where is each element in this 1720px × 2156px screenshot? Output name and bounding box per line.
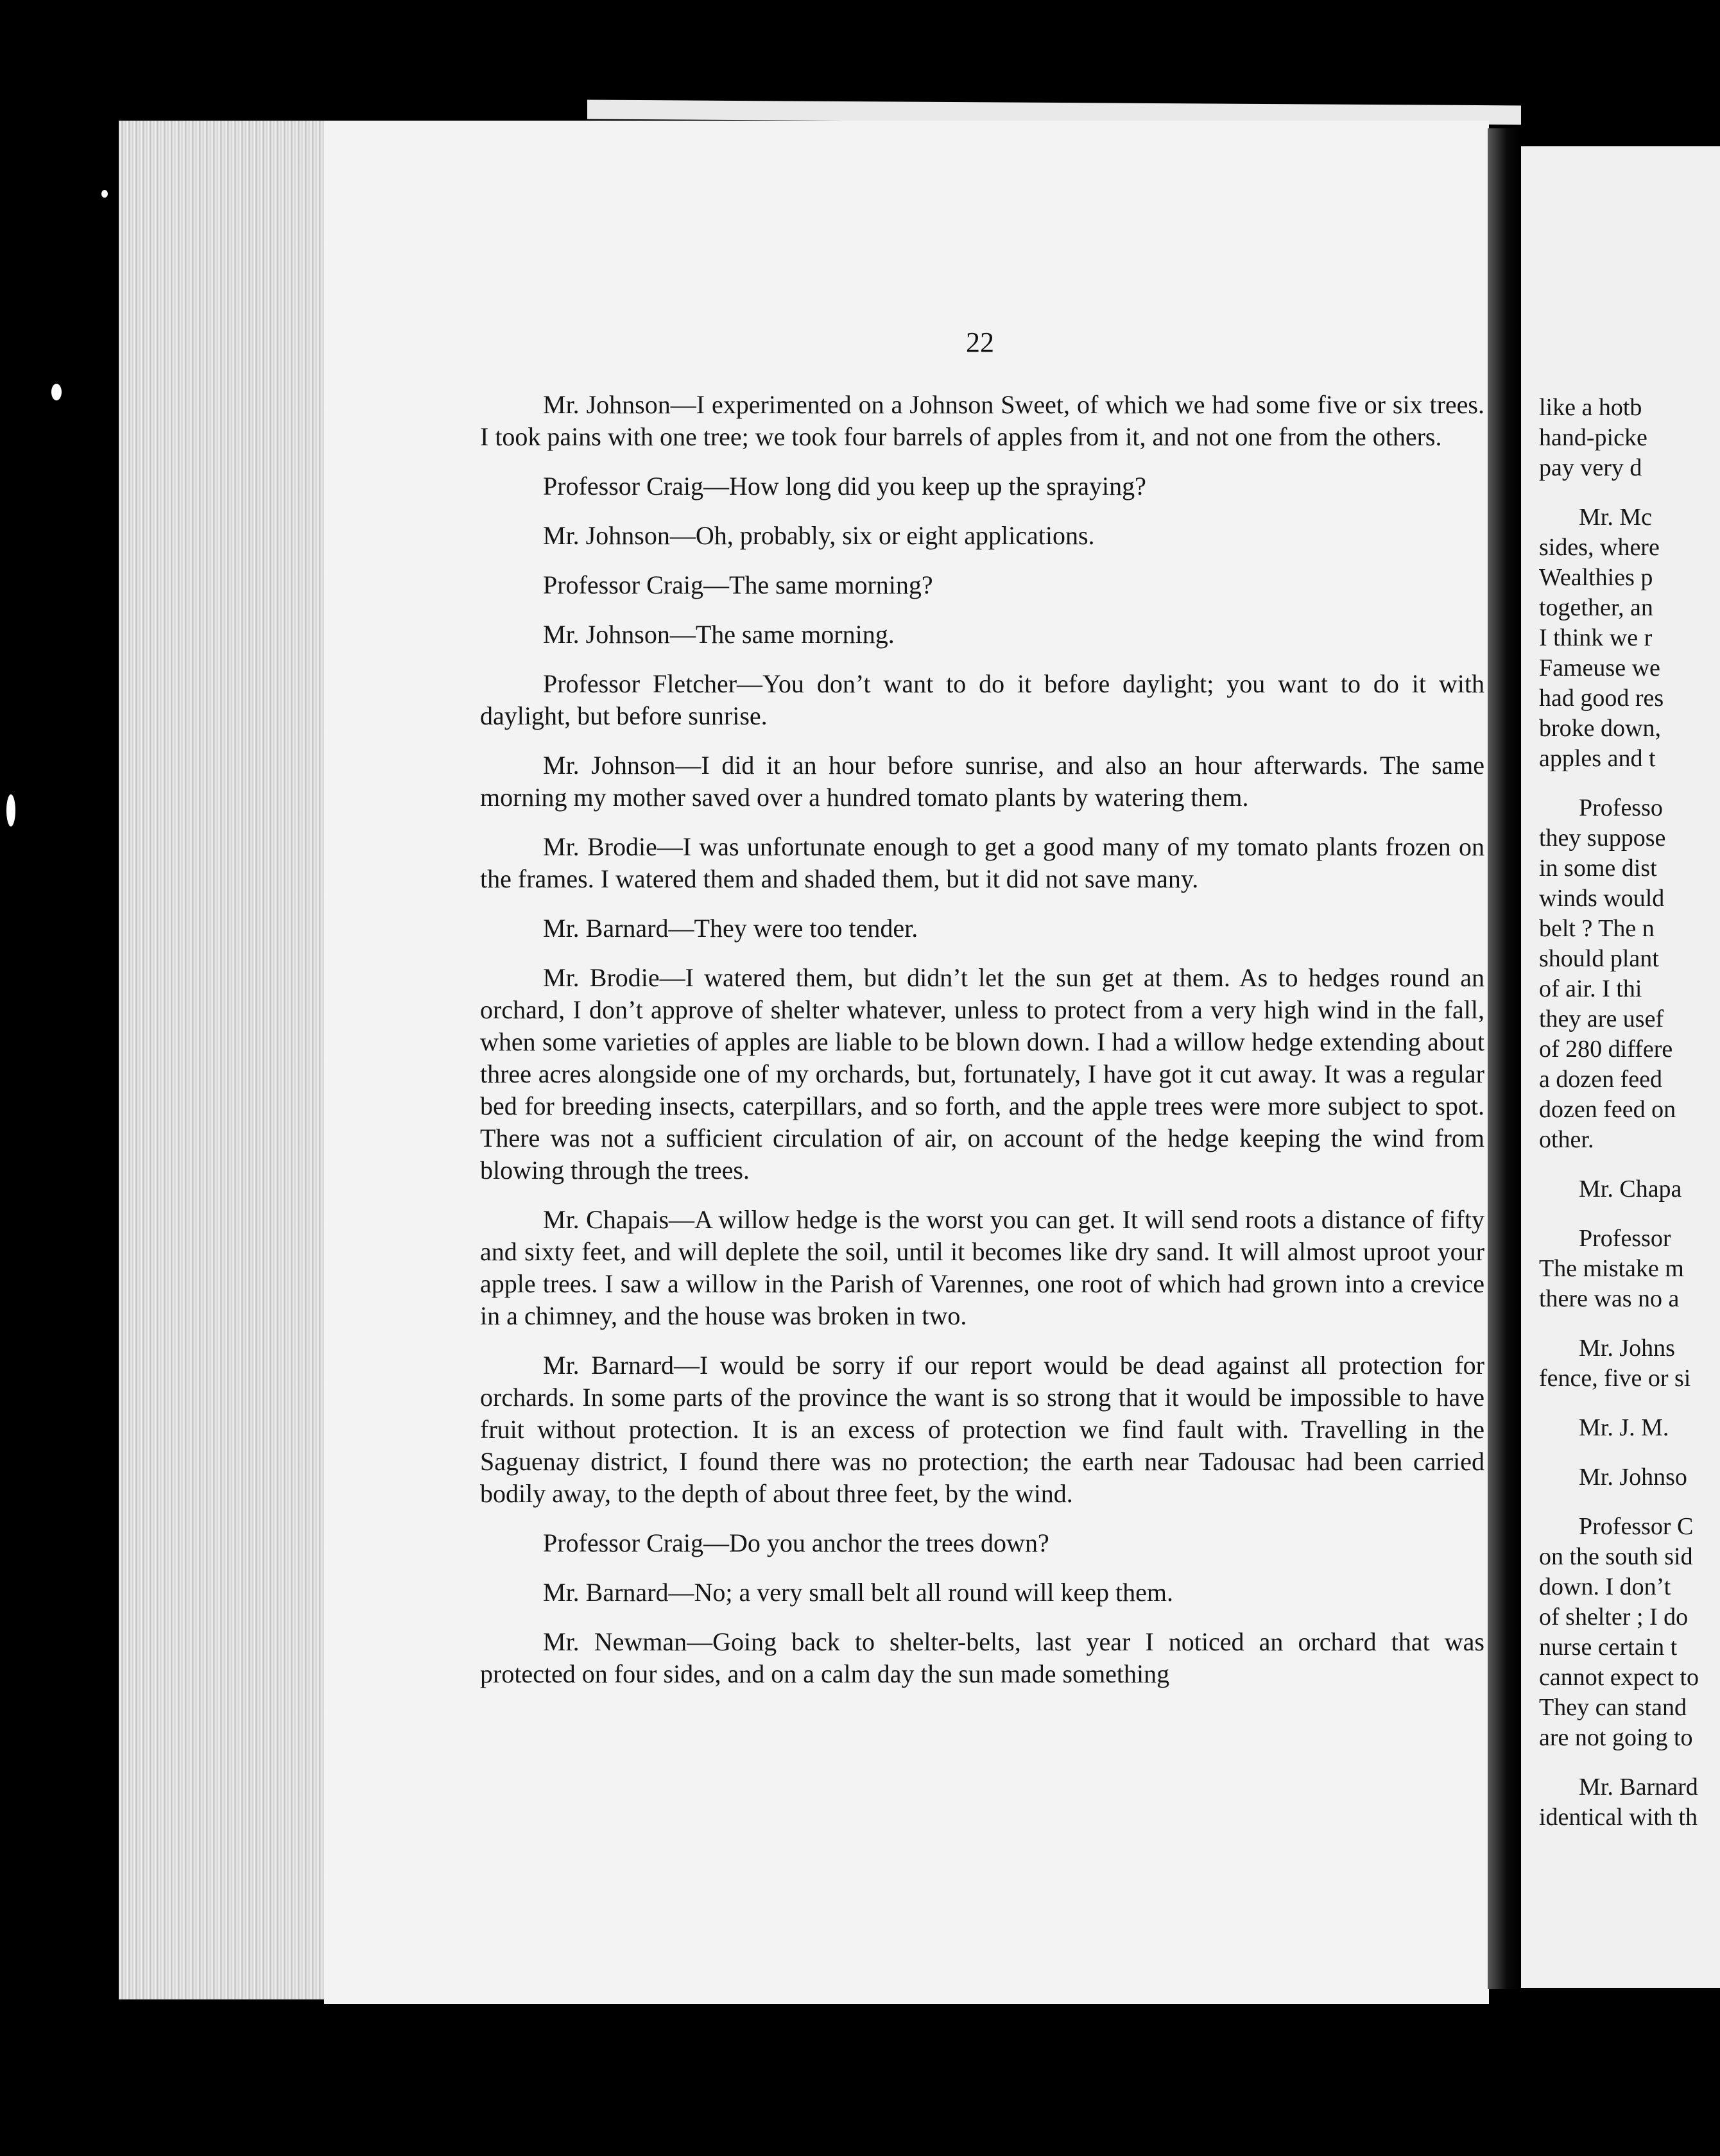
right-page-line: Mr. J. M. xyxy=(1579,1414,1669,1441)
right-page-line: Mr. Chapa xyxy=(1579,1176,1682,1202)
paragraph: Professor Craig—How long did you keep up the spraying? xyxy=(543,472,1146,501)
right-page-line: on the south sid xyxy=(1539,1543,1693,1570)
page-edges xyxy=(119,121,331,1999)
right-page-line: Mr. Barnard xyxy=(1579,1774,1698,1801)
right-page-line: of shelter ; I do xyxy=(1539,1604,1689,1630)
right-page-line: of air. I thi xyxy=(1539,975,1642,1002)
body-text xyxy=(480,389,1484,1707)
paragraph-gap xyxy=(1539,774,1720,793)
paragraph: Mr. Chapais—A willow hedge is the worst you can get. It will send roots a distance of fifty and sixty feet, and will deplete the soil, until it becomes like dry sand. It will almost uproot your apple trees. I saw a willow in the Parish of Varennes, one root of which had grown into a crevice in a chimney, and the house was broken in two. xyxy=(480,1205,1484,1330)
right-page-line: Professor xyxy=(1579,1225,1671,1252)
paragraph-gap xyxy=(1539,1753,1720,1772)
paragraph: Mr. Barnard—No; a very small belt all round will keep them. xyxy=(543,1578,1173,1607)
right-page-line: down. I don’t xyxy=(1539,1573,1671,1600)
right-page-line: identical with th xyxy=(1539,1804,1698,1831)
paragraph: Mr. Johnson—I experimented on a Johnson Sweet, of which we had some five or six trees. I took pains with one tree; we took four barrels of apples from it, and not one from the others. xyxy=(480,390,1484,451)
right-page-line: sides, where xyxy=(1539,534,1660,561)
paragraph-gap xyxy=(1539,1314,1720,1333)
right-page-text xyxy=(1539,393,1720,1833)
right-page-line: together, an xyxy=(1539,594,1653,621)
right-page-line: nurse certain t xyxy=(1539,1634,1678,1661)
paragraph: Mr. Johnson—The same morning. xyxy=(543,620,895,649)
page-number: 22 xyxy=(966,327,994,358)
paragraph: Mr. Brodie—I was unfortunate enough to get a good many of my tomato plants frozen on the frames. I watered them and shaded them, but it did not save many. xyxy=(480,832,1484,893)
right-page-line: Mr. Mc xyxy=(1579,504,1652,531)
right-page-line: Professo xyxy=(1579,794,1663,821)
right-page-line: had good res xyxy=(1539,685,1664,712)
right-page-line: Mr. Johnso xyxy=(1579,1464,1687,1491)
paragraph: Mr. Barnard—I would be sorry if our report would be dead against all protection for orchards. In some parts of the province the want is so strong that it would be impossible to have fruit without protection. It is an excess of protection we find fault with. Travelling in the Saguenay district, I found there was no protection; the earth near Tadousac had been carried bodily away, to the depth of about three feet, by the wind. xyxy=(480,1351,1484,1508)
paragraph: Mr. Brodie—I watered them, but didn’t let the sun get at them. As to hedges round an orchard, I don’t approve of shelter whatever, unless to protect from a very high wind in the fall, when some varieties of apples are liable to be blown down. I had a willow hedge extending about three acres alongside one of my orchards, but, fortunately, I have got it cut away. It was a regular bed for breeding insects, caterpillars, and so forth, and the apple trees were more subject to spot. There was not a sufficient circulation of air, on account of the hedge keeping the wind from blowing through the trees. xyxy=(480,963,1484,1185)
right-page-line: pay very d xyxy=(1539,454,1642,481)
paragraph-gap xyxy=(1539,1394,1720,1413)
right-page-line: are not going to xyxy=(1539,1724,1693,1751)
right-page-line: broke down, xyxy=(1539,715,1661,742)
paragraph-gap xyxy=(1539,483,1720,502)
scan-speck xyxy=(51,384,62,400)
paragraph: Mr. Johnson—Oh, probably, six or eight applications. xyxy=(543,521,1095,550)
right-page-line: They can stand xyxy=(1539,1694,1687,1721)
right-page-line: like a hotb xyxy=(1539,394,1642,421)
paragraph-gap xyxy=(1539,1204,1720,1224)
right-page-line: other. xyxy=(1539,1126,1594,1153)
paragraph: Mr. Barnard—They were too tender. xyxy=(543,914,918,943)
book-gutter xyxy=(1488,128,1520,1989)
right-page-line: in some dist xyxy=(1539,855,1657,882)
right-page-line: fence, five or si xyxy=(1539,1365,1691,1392)
right-page-line: they suppose xyxy=(1539,825,1666,851)
right-page-line: Professor C xyxy=(1579,1513,1694,1540)
right-page-line: belt ? The n xyxy=(1539,915,1655,942)
scan-speck xyxy=(101,190,108,198)
paragraph: Mr. Johnson—I did it an hour before sunrise, and also an hour afterwards. The same morning my mother saved over a hundred tomato plants by watering them. xyxy=(480,751,1484,812)
right-page-line: winds would xyxy=(1539,885,1665,912)
right-page-line: cannot expect to xyxy=(1539,1664,1699,1691)
right-page-line: a dozen feed xyxy=(1539,1066,1662,1093)
paragraph-gap xyxy=(1539,1443,1720,1462)
right-page-line: apples and t xyxy=(1539,745,1656,772)
paragraph: Professor Craig—Do you anchor the trees down? xyxy=(543,1528,1049,1557)
right-page-line: dozen feed on xyxy=(1539,1096,1676,1123)
right-page-line: Mr. Johns xyxy=(1579,1335,1675,1362)
right-page-line: The mistake m xyxy=(1539,1255,1684,1282)
right-page-line: Wealthies p xyxy=(1539,564,1653,591)
paragraph: Professor Craig—The same morning? xyxy=(543,570,933,599)
right-page-line: should plant xyxy=(1539,945,1659,972)
right-page-line: hand-picke xyxy=(1539,424,1647,451)
right-page-line: I think we r xyxy=(1539,624,1653,651)
paragraph: Professor Fletcher—You don’t want to do it before daylight; you want to do it with daylight, but before sunrise. xyxy=(480,669,1484,730)
right-page-line: of 280 differe xyxy=(1539,1036,1673,1063)
right-page-line: they are usef xyxy=(1539,1005,1664,1032)
paragraph-gap xyxy=(1539,1155,1720,1174)
scan-speck xyxy=(6,794,15,826)
paragraph-gap xyxy=(1539,1493,1720,1512)
right-page-line: there was no a xyxy=(1539,1285,1680,1312)
right-page-line: Fameuse we xyxy=(1539,654,1660,681)
paragraph: Mr. Newman—Going back to shelter-belts, last year I noticed an orchard that was protected on four sides, and on a calm day the sun made something xyxy=(480,1627,1484,1688)
